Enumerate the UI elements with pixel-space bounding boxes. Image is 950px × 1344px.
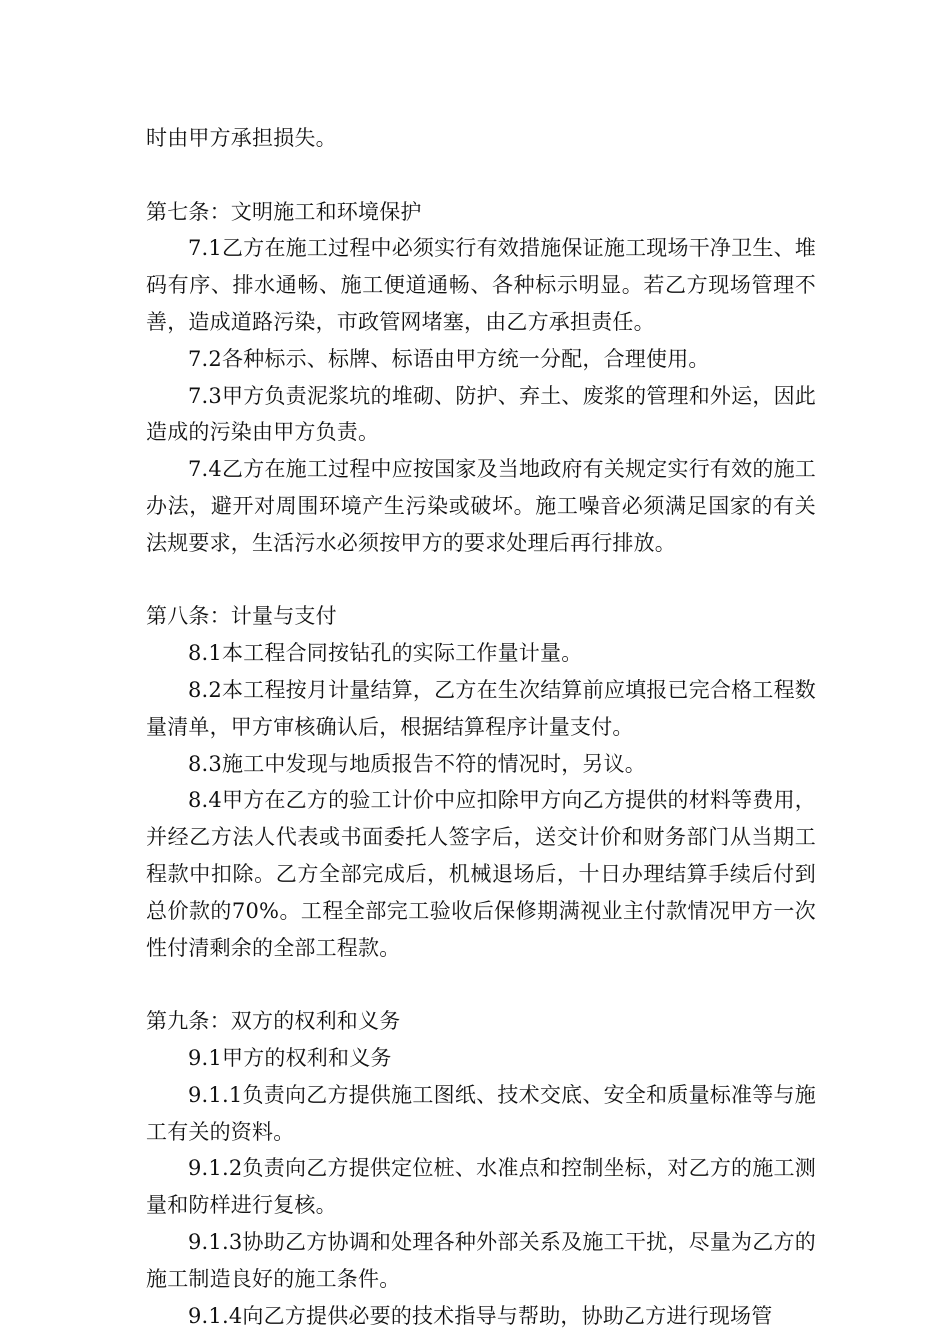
clause-9-1: 9.1甲方的权利和义务 xyxy=(188,1045,392,1070)
clause-7-4: 7.4乙方在施工过程中应按国家及当地政府有关规定实行有效的施工办法，避开对周围环境产生污染或破坏。施工噪音必须满足国家的有关法规要求，生活污水必须按甲方的要求处理后再行排放。 xyxy=(146,457,816,555)
clause-7-3: 7.3甲方负责泥浆坑的堆砌、防护、弃土、废浆的管理和外运，因此造成的污染由甲方负责。 xyxy=(146,383,816,445)
clause-8-3: 8.3施工中发现与地质报告不符的情况时，另议。 xyxy=(188,751,646,776)
contract-text xyxy=(146,120,816,1334)
clause-9-1-1: 9.1.1负责向乙方提供施工图纸、技术交底、安全和质量标准等与施工有关的资料。 xyxy=(146,1082,816,1144)
clause-7-1: 7.1乙方在施工过程中必须实行有效措施保证施工现场干净卫生、堆码有序、排水通畅、施工便道通畅、各种标示明显。若乙方现场管理不善，造成道路污染，市政管网堵塞，由乙方承担责任。 xyxy=(146,236,816,334)
section-heading-8: 第八条：计量与支付 xyxy=(146,604,337,629)
clause-9-1-4: 9.1.4向乙方提供必要的技术指导与帮助，协助乙方进行现场管 xyxy=(188,1303,773,1328)
section-heading-9: 第九条：双方的权利和义务 xyxy=(146,1009,401,1034)
paragraph-continuation: 时由甲方承担损失。 xyxy=(146,126,337,150)
clause-8-1: 8.1本工程合同按钻孔的实际工作量计量。 xyxy=(188,641,583,666)
clause-9-1-2: 9.1.2负责向乙方提供定位桩、水准点和控制坐标，对乙方的施工测量和防样进行复核。 xyxy=(146,1156,816,1218)
clause-7-2: 7.2各种标示、标牌、标语由甲方统一分配，合理使用。 xyxy=(188,346,710,371)
section-heading-7: 第七条：文明施工和环境保护 xyxy=(146,199,422,224)
clause-8-4: 8.4甲方在乙方的验工计价中应扣除甲方向乙方提供的材料等费用，并经乙方法人代表或书面委托人签字后，送交计价和财务部门从当期工程款中扣除。乙方全部完成后，机械退场后，十日办理结算手续后付到总价款的70%。工程全部完工验收后保修期满视业主付款情况甲方一次性付清剩余的全部工程款。 xyxy=(146,788,816,960)
clause-8-2: 8.2本工程按月计量结算，乙方在生次结算前应填报已完合格工程数量清单，甲方审核确认后，根据结算程序计量支付。 xyxy=(146,677,816,739)
clause-9-1-3: 9.1.3协助乙方协调和处理各种外部关系及施工干扰，尽量为乙方的施工制造良好的施工条件。 xyxy=(146,1229,816,1291)
